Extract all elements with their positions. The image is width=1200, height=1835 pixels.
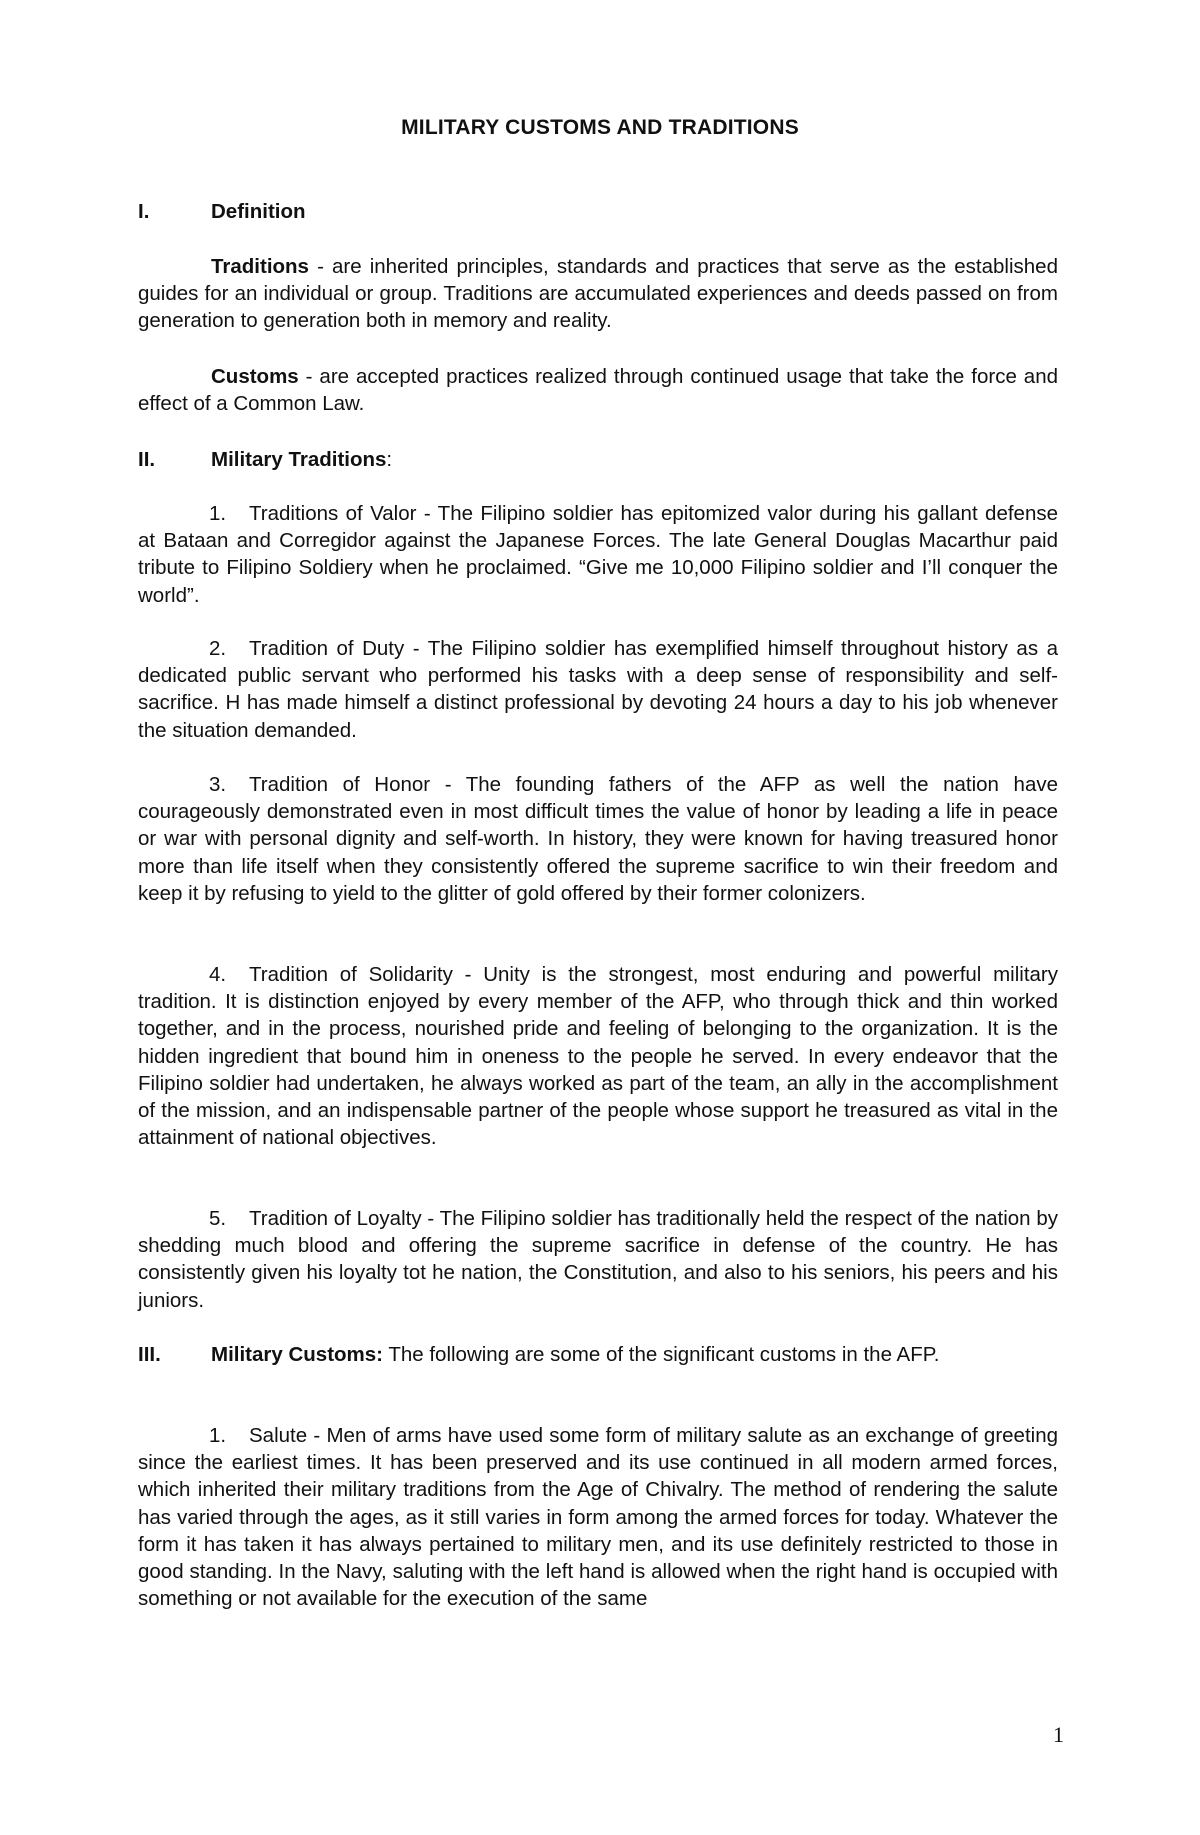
custom-text: Salute - Men of arms have used some form of military salute as an exchange of greeting since the earliest times. It has been preserved and its use continued in all modern armed forces, which inherited their military traditions from the Age of Chivalry. The method of rendering the salute has varied through the ages, as it still varies in form among the armed forces for today. Whatever the form it has taken it has always pertained to military men, and its use definitely restricted to those in good standing. In the Navy, saluting with the left hand is allowed when the right hand is occupied with something or not available for the execution of the same bbox=[138, 1424, 1058, 1611]
term-traditions: Traditions bbox=[211, 255, 309, 278]
section-3-heading bbox=[138, 1341, 1058, 1368]
tradition-number: 4. bbox=[209, 963, 227, 986]
document-title: MILITARY CUSTOMS AND TRADITIONS bbox=[401, 116, 799, 139]
tradition-number: 1. bbox=[209, 502, 227, 525]
tradition-item bbox=[138, 635, 1058, 744]
tradition-text: Tradition of Solidarity - Unity is the strongest, most enduring and powerful military tradition. It is distinction enjoyed by every member of the AFP, who through thick and thin worked together, and in the process, nourished pride and feeling of belonging to the organization. It is the hidden ingredient that bound him in oneness to the people he served. In every endeavor that the Filipino soldier had undertaken, he always worked as part of the team, an ally in the accomplishment of the mission, and an indispensable partner of the people whose support he treasured as vital in the attainment of national objectives. bbox=[138, 963, 1058, 1150]
tradition-item bbox=[138, 500, 1058, 609]
section-3-title: Military Customs: bbox=[211, 1343, 383, 1366]
custom-item bbox=[138, 1422, 1058, 1612]
section-3-number: III. bbox=[138, 1343, 161, 1366]
tradition-item bbox=[138, 1205, 1058, 1314]
section-1-heading bbox=[138, 200, 306, 224]
definition-customs bbox=[138, 363, 1058, 417]
page-number: 1 bbox=[1053, 1722, 1064, 1747]
tradition-item bbox=[138, 771, 1058, 907]
section-2-heading bbox=[138, 448, 392, 472]
definition-traditions-text: - are inherited principles, standards and practices that serve as the established guides for an individual or group. Traditions are accumulated experiences and deeds passed on from generation to generation both in memory and reality. bbox=[138, 255, 1058, 333]
tradition-text: Tradition of Duty - The Filipino soldier has exemplified himself throughout history as a dedicated public servant who performed his tasks with a deep sense of responsibility and self-sacrifice. H has made himself a distinct professional by devoting 24 hours a day to his job whenever the situation demanded. bbox=[138, 637, 1058, 742]
tradition-text: Traditions of Valor - The Filipino soldier has epitomized valor during his gallant defense at Bataan and Corregidor against the Japanese Forces. The late General Douglas Macarthur paid tribute to Filipino Soldiery when he proclaimed. “Give me 10,000 Filipino soldier and I’ll conquer the world”. bbox=[138, 502, 1058, 607]
tradition-item bbox=[138, 961, 1058, 1151]
section-1-number: I. bbox=[138, 200, 150, 223]
definition-traditions bbox=[138, 253, 1058, 335]
section-2-number: II. bbox=[138, 448, 156, 471]
section-1-title: Definition bbox=[211, 200, 306, 223]
tradition-text: Tradition of Loyalty - The Filipino soldier has traditionally held the respect of the nation by shedding much blood and offering the supreme sacrifice in defense of the country. He has consistently given his loyalty tot he nation, the Constitution, and also to his seniors, his peers and his juniors. bbox=[138, 1207, 1058, 1312]
section-2-colon: : bbox=[386, 448, 393, 471]
section-2-title: Military Traditions bbox=[211, 448, 387, 471]
term-customs: Customs bbox=[211, 365, 299, 388]
tradition-text: Tradition of Honor - The founding fathers of the AFP as well the nation have courageously demonstrated even in most difficult times the value of honor by leading a life in peace or war with personal dignity and self-worth. In history, they were known for having treasured honor more than life itself when they consistently offered the supreme sacrifice to win their freedom and keep it by refusing to yield to the glitter of gold offered by their former colonizers. bbox=[138, 773, 1058, 905]
tradition-number: 5. bbox=[209, 1207, 227, 1230]
custom-number: 1. bbox=[209, 1424, 227, 1447]
tradition-number: 2. bbox=[209, 637, 227, 660]
definition-customs-text: - are accepted practices realized through continued usage that take the force and effect of a Common Law. bbox=[138, 365, 1058, 416]
section-3-intro: The following are some of the significant customs in the AFP. bbox=[383, 1343, 940, 1366]
tradition-number: 3. bbox=[209, 773, 227, 796]
